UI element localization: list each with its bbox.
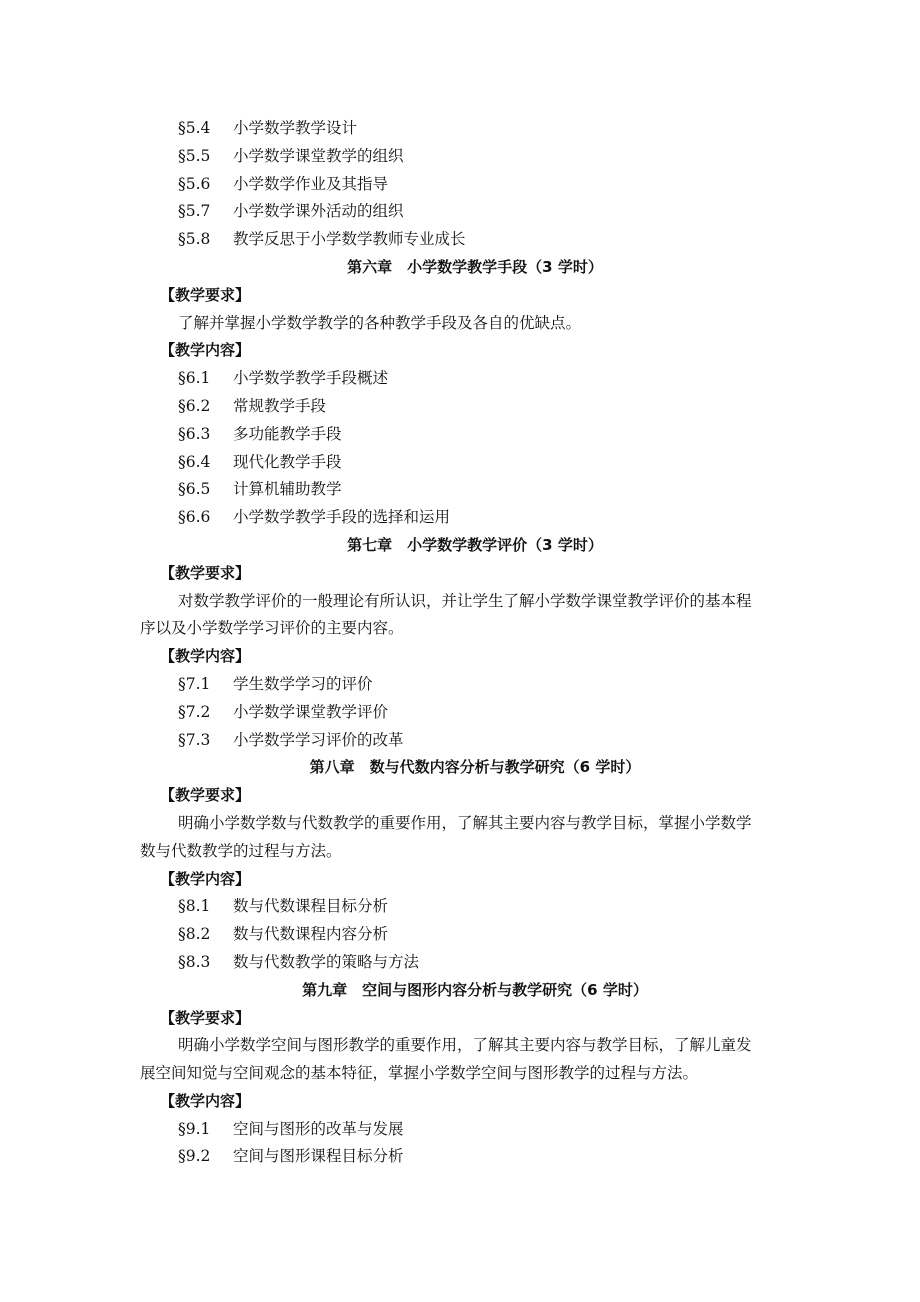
section-title: 小学数学教学手段的选择和运用 xyxy=(233,508,451,527)
requirements-line: 数与代数教学的过程与方法。 xyxy=(140,841,342,860)
section-title: 数与代数课程目标分析 xyxy=(233,897,389,916)
section-number: §7.1 xyxy=(178,674,211,693)
list-item xyxy=(0,115,920,143)
list-item xyxy=(0,449,920,477)
requirements-heading: 【教学要求】 xyxy=(160,285,251,304)
section-title: 数与代数课程内容分析 xyxy=(233,925,389,944)
section-title: 小学数学课堂教学的组织 xyxy=(233,146,404,165)
requirements-heading: 【教学要求】 xyxy=(160,1008,251,1027)
section-title: 小学数学教学设计 xyxy=(233,119,358,137)
chapter-title: 第九章 空间与图形内容分析与教学研究（6 学时） xyxy=(302,980,648,999)
section-title: 数与代数教学的策略与方法 xyxy=(233,952,420,971)
list-item xyxy=(0,504,920,532)
section-number: §5.5 xyxy=(178,146,211,165)
section-title: 教学反思于小学数学教师专业成长 xyxy=(233,230,466,249)
section-title: 空间与图形课程目标分析 xyxy=(233,1147,404,1166)
list-item xyxy=(0,699,920,727)
chapter-title: 第六章 小学数学教学手段（3 学时） xyxy=(347,257,603,276)
list-item xyxy=(0,198,920,226)
section-title: 小学数学课堂教学评价 xyxy=(233,702,389,721)
requirements-line: 明确小学数学空间与图形教学的重要作用，了解其主要内容与教学目标，了解儿童发 xyxy=(178,1036,752,1055)
list-item xyxy=(0,893,920,921)
list-item xyxy=(0,671,920,699)
chapter-title: 第七章 小学数学教学评价（3 学时） xyxy=(347,535,603,554)
requirements-text: 了解并掌握小学数学教学的各种教学手段及各自的优缺点。 xyxy=(178,313,582,332)
list-item xyxy=(0,476,920,504)
list-item xyxy=(0,1116,920,1144)
list-item xyxy=(0,727,920,755)
requirements-line: 对数学教学评价的一般理论有所认识，并让学生了解小学数学课堂教学评价的基本程 xyxy=(178,591,752,610)
section-number: §8.2 xyxy=(178,925,211,944)
section-number: §5.8 xyxy=(178,230,211,249)
list-item xyxy=(0,365,920,393)
section-title: 小学数学教学手段概述 xyxy=(233,369,389,388)
section-number: §7.2 xyxy=(178,702,211,721)
section-number: §8.3 xyxy=(178,952,211,971)
section-number: §6.1 xyxy=(178,369,211,388)
requirements-paragraph xyxy=(0,1032,920,1088)
section-title: 空间与图形的改革与发展 xyxy=(233,1119,404,1138)
requirements-line: 展空间知觉与空间观念的基本特征，掌握小学数学空间与图形教学的过程与方法。 xyxy=(140,1064,699,1083)
section-title: 计算机辅助教学 xyxy=(233,480,342,499)
list-item xyxy=(0,921,920,949)
requirements-heading: 【教学要求】 xyxy=(160,786,251,805)
requirements-line: 序以及小学数学学习评价的主要内容。 xyxy=(140,619,404,638)
document-page xyxy=(0,115,920,1171)
section-number: §5.7 xyxy=(178,202,211,221)
list-item xyxy=(0,1143,920,1171)
chapter-title: 第八章 数与代数内容分析与教学研究（6 学时） xyxy=(309,758,641,777)
section-title: 多功能教学手段 xyxy=(233,424,342,443)
section-number: §6.3 xyxy=(178,424,211,443)
section-number: §8.1 xyxy=(178,897,211,916)
section-title: 小学数学学习评价的改革 xyxy=(233,730,404,749)
section-number: §6.5 xyxy=(178,480,211,499)
content-heading: 【教学内容】 xyxy=(160,647,251,666)
list-item xyxy=(0,226,920,254)
content-heading: 【教学内容】 xyxy=(160,869,251,888)
content-heading: 【教学内容】 xyxy=(160,1091,251,1110)
section-number: §5.4 xyxy=(178,119,211,137)
section-number: §6.4 xyxy=(178,452,211,471)
list-item xyxy=(0,393,920,421)
section-number: §9.1 xyxy=(178,1119,211,1138)
section-title: 学生数学学习的评价 xyxy=(233,674,373,693)
requirements-heading: 【教学要求】 xyxy=(160,563,251,582)
section-title: 常规教学手段 xyxy=(233,396,327,415)
content-heading: 【教学内容】 xyxy=(160,341,251,360)
list-item xyxy=(0,949,920,977)
section-number: §6.6 xyxy=(178,508,211,527)
requirements-paragraph xyxy=(0,810,920,866)
section-number: §9.2 xyxy=(178,1147,211,1166)
list-item xyxy=(0,143,920,171)
list-item xyxy=(0,171,920,199)
section-number: §7.3 xyxy=(178,730,211,749)
section-number: §5.6 xyxy=(178,174,211,193)
section-title: 小学数学作业及其指导 xyxy=(233,174,389,193)
list-item xyxy=(0,421,920,449)
requirements-line: 明确小学数学数与代数教学的重要作用，了解其主要内容与教学目标，掌握小学数学 xyxy=(178,813,752,832)
section-number: §6.2 xyxy=(178,396,211,415)
section-title: 小学数学课外活动的组织 xyxy=(233,202,404,221)
requirements-paragraph xyxy=(0,588,920,644)
section-title: 现代化教学手段 xyxy=(233,452,342,471)
